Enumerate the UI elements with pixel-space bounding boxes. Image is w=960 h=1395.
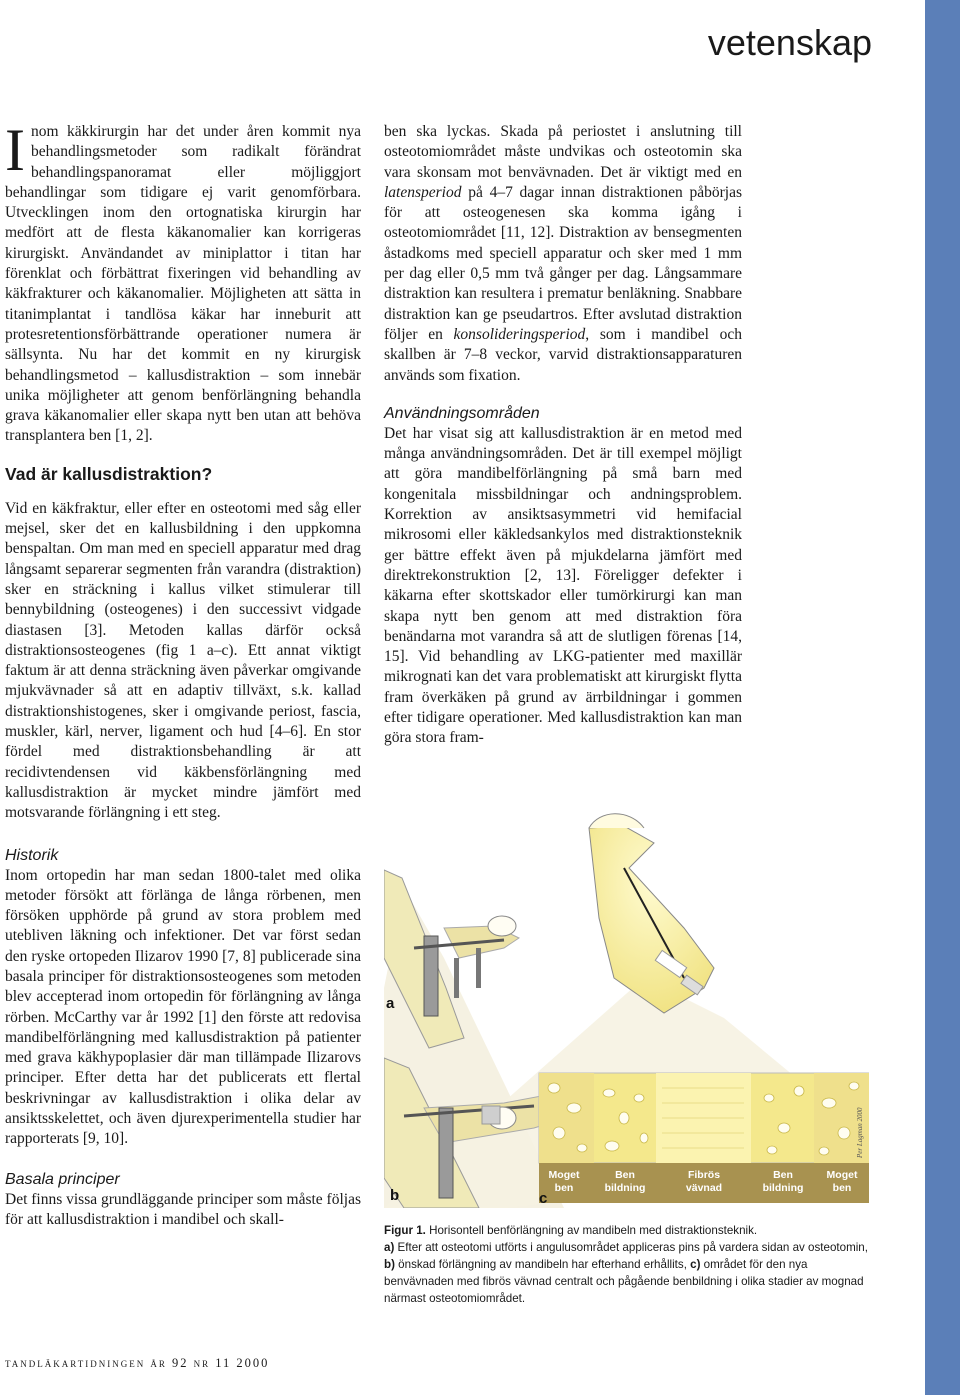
caption-label-a: a) (384, 1241, 395, 1254)
zone-word: Moget (548, 1169, 580, 1181)
zone-word: vävnad (685, 1182, 723, 1194)
caption-text-a: Efter att osteotomi utförts i angulusområdet appliceras pins på vardera sidan av osteotomin, (394, 1241, 868, 1254)
zone-word: ben (554, 1182, 574, 1194)
left-column (5, 117, 361, 1230)
zone-word: Fibrös (687, 1169, 721, 1181)
paragraph-anvandningsomraden: Det har visat sig att kallusdistraktion är en metod med många användningsområden. Det är till exempel möjligt att göra mandibelförlängning på små barn med kongenitala missbildningar och andningsproblem. Korrektion av ansiktsasymmetri vid hemifacial mikrosomi eller käkledsankylos med distraktionsteknik ger bättre effekt även på mjukdelarna jämfört med direktrekonstruktion [2, 13]. Föreligger defekter i käkarna efter skottskador eller tumörkirurgi kan man skapa nytt ben genom att med distraktion föra benändarna mot varandra så att de slutligen förenas [14, 15]. Vid behandling av LKG-patienter med maxillär mikrognati kan det vara problematiskt att kirurgiskt flytta fram överkäken på grund av ärrbildningar i gommen efter tidigare operationer. Med kallusdistraktion kan man göra stora fram- (384, 424, 742, 747)
caption-label-c: c) (690, 1258, 701, 1271)
paragraph-basala: Det finns vissa grundläggande principer som måste följas för att kallusdistraktion i mandibel och skall- (5, 1190, 361, 1228)
paragraph-vad-ar: Vid en käkfraktur, eller efter en osteotomi med såg eller mejsel, sker det en kallusbildning i den uppkomna benspaltan. Om man med en speciell apparatur med drag långsamt separerar segmenten från varandra (distraktion) sker en sträckning i kallus vilket stimulerar till bennybildning (osteogenes) i den successivt vidgade diastasen [3]. Metoden kallas därför också distraktionsosteogenes (fig 1 a–c). Ett annat viktigt faktum är att denna sträckning även påverkar omgivande mjukvävnader så att en adaptiv tillväxt, s.k. kallad distraktionshistogenes, sker i omgivande periost, fascia, muskler, kärl, nerver, ligament och hud [4–6]. En stor fördel med distraktionsbehandling är att recidivtendensen vid käkbensförlängning med kallusdistraktion är mycket mindre jämfört med motsvarande förlängning i ett steg. (5, 499, 361, 822)
zone-word: bildning (762, 1182, 804, 1194)
artist-signature: Per Lagman 2000 (856, 1107, 864, 1158)
bone-section-c (539, 1073, 869, 1163)
journal-footer: tandläkartidningen år 92 nr 11 2000 (5, 1356, 270, 1370)
heading-basala: Basala principer (5, 1170, 120, 1188)
term-latensperiod: latensperiod (384, 183, 462, 201)
heading-vad-ar: Vad är kallusdistraktion? (5, 463, 213, 484)
heading-anvandningsomraden: Användningsområden (384, 404, 540, 422)
text-fragment: ben ska lyckas. Skada på periostet i anslutning till osteotomiområdet måste undvikas och osteotomin ska vara skonsam mot benvävnaden. Det är viktigt med en (384, 123, 742, 181)
caption-title-text: Horisontell benförlängning av mandibeln med distraktionsteknik. (425, 1224, 758, 1237)
zone-word: bildning (604, 1182, 646, 1194)
zone-word: Ben (773, 1169, 793, 1181)
heading-historik: Historik (5, 846, 59, 864)
intro-text: nom käkkirurgin har det under åren kommit nya behandlingsmetoder som radikalt förändrat behandlingspanoramat eller möjliggjort behandlingar som tidigare ej varit genomförbara. Utvecklingen inom den ortognatiska kirurgin har medfört att de flesta käkanomalier kan korrigeras kirurgiskt. Användandet av miniplattor i titan har förenklat och förbättrat fixeringen vid behandling av käkfrakturer och käkanomalier. Möjligheten att sätta in titanimplantat i tandlösa käkar har inneburit att protesretentionsförbättrande operationer numera är sällsynta. Nu har det kommit en ny kirurgisk behandlingsmetod – kallusdistraktion – som innebär unika möjligheter att genom benförlängning behandla grava käkanomalier eller skapa nytt ben utan att behöva transplantera ben [1, 2]. (5, 123, 361, 445)
dropcap: I (5, 117, 25, 183)
color-bar (925, 0, 960, 1395)
figure-caption (384, 1222, 874, 1307)
figure-1-illustration (384, 808, 869, 1208)
figure-label-c: c (539, 1190, 548, 1207)
zone-word: Ben (615, 1169, 635, 1181)
caption-text-b: önskad förlängning av mandibeln har efterhand erhållits, (394, 1258, 691, 1271)
text-fragment: , som i mandibel och skallben är 7–8 veckor, varvid distraktionsapparaturen används som fixation. (384, 325, 743, 384)
term-konsolideringsperiod: konsolideringsperiod (453, 325, 586, 343)
caption-title: Figur 1. (384, 1224, 426, 1237)
paragraph-continued (384, 122, 742, 386)
zone-word: ben (832, 1182, 852, 1194)
section-title: vetenskap (707, 22, 872, 63)
paragraph-historik: Inom ortopedin har man sedan 1800-talet med olika metoder försökt att förlänga de långa rörbenen, men försöken upphörde på grund av stora problem med utebliven läkning och infektioner. Det var först sedan den ryske ortopeden Ilizarov 1990 [7, 8] publicerade sina basala principer för distraktionsosteogenes som metoden blev accepterad inom ortopedin för förlängning av långa rörben. McCarthy var år 1992 [1] den förste att redovisa mandibelförlängning med kallusdistraktion på patienter med grava käkhypoplasier där man tillämpade Ilizarovs principer. Efter detta har det publicerats ett flertal beskrivningar av kallusdistraktion i olika delar av ansiktsskelettet, och även djurexperimentella studier har rapporterats [9, 10]. (5, 866, 361, 1148)
text-fragment: på 4–7 dagar innan distraktionen påbörjas för att osteogenesen ska komma igång i osteotomiområdet [11, 12]. Distraktion av bensegmenten åstadkoms med speciell apparatur och sker med 1 mm per dag eller 0,5 mm två gånger per dag. Långsammare distraktion kan resultera i prematur benläkning. Snabbare distraktion kan ge pseudartros. Efter avslutad distraktion följer en (384, 183, 742, 343)
zone-label (686, 1169, 722, 1194)
intro-paragraph (5, 117, 361, 447)
zone-word: Moget (826, 1169, 858, 1181)
jaw-large-drawing (589, 814, 714, 1013)
figure-label-a: a (386, 995, 395, 1012)
caption-label-b: b) (384, 1258, 395, 1271)
caption-text-c: området för den nya benvävnaden med fibrös vävnad centralt och pågående benbildning i olika stadier av mognad närmast osteotomiområdet. (384, 1258, 864, 1305)
right-column (384, 122, 742, 749)
figure-label-b: b (390, 1187, 400, 1204)
